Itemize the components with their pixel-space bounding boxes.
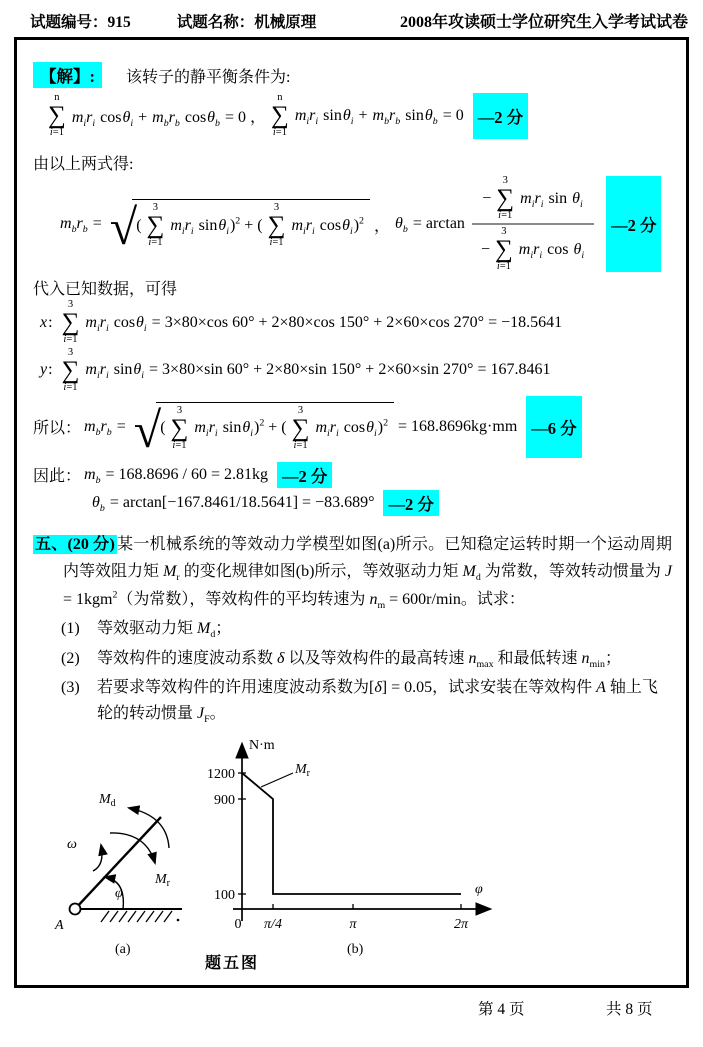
equation-text: $m_ir_i$ $\sin\theta_i + m_br_b$ sinθ$_b$ = 0 <box>294 106 464 127</box>
omega-arrow <box>93 845 102 871</box>
equation-text: $m_ir_i$ cosθ$_i$ = 3×80×cos 60° + 2×80×cos 150° + 2×60×cos 270° = −18.5641 <box>85 313 563 335</box>
list-item <box>61 616 672 642</box>
summation-symbol: n ∑ i=1 <box>48 92 66 139</box>
page-number: 第 4 页 <box>478 1001 525 1018</box>
omega-label: ω <box>67 836 77 852</box>
y-tick-label: 900 <box>214 792 235 808</box>
Mr-leader-line <box>261 773 293 787</box>
fraction: − 3 ∑ i=1 $m_ir_i$ $\sin \theta_i$ − 3 ∑ i=1 $m_ir_i$ $\cos \theta_i$ <box>471 174 595 274</box>
summation-symbol: 3 ∑ i=1 <box>61 346 80 393</box>
equation-text: $\theta_b = \arctan$ <box>395 215 465 236</box>
equation-text: = 168.8696kg·mm <box>398 417 518 435</box>
exam-title: 2008年攻读硕士学位研究生入学考试试卷 <box>399 14 688 31</box>
derive-text: 由以上两式得: <box>33 156 134 174</box>
summation-symbol: 3 ∑ i=1 <box>494 226 513 273</box>
balance-result-equation: $m_br_b$ = √ ( 3 ∑ i=1 $m_ir_i$ sinθ$_i$)$^2$ + ( 3 ∑ i=1 $m_ir_i$ cosθ$_i$)$^2$ ， $\theta_b = \arctan$ − 3 ∑ i=1 $m_ir_i$ $\sin \theta_i$ − 3 ∑ i=1 $m_ir_i$ $\cos \theta_i$ —2 分 <box>57 174 672 274</box>
x-tick-label: π <box>349 916 357 932</box>
subfigure-b-label: (b) <box>347 941 364 957</box>
exam-number: 试题编号：915 <box>30 14 131 31</box>
equation-text: $m_ir_i$ sinθ$_i$ = 3×80×sin 60° + 2×80×sin 150° + 2×60×sin 270° = 167.8461 <box>85 361 551 382</box>
solution-label: 【解】: <box>33 62 102 88</box>
y-tick-label: 1200 <box>207 766 235 782</box>
static-balance-equation <box>45 92 672 139</box>
summation-symbol: 3 ∑ i=1 <box>61 299 80 346</box>
item-text: 等效构件的速度波动系数 δ 以及等效构件的最高转速 $n_{max}$ 和最低转速 $n_{min}$； <box>97 649 621 670</box>
phi-label: φ <box>115 885 123 901</box>
summation-symbol: 3 ∑ i=1 <box>496 175 515 222</box>
so-label: 所以： <box>33 420 82 438</box>
substitute-text: 代入已知数据，可得 <box>33 281 178 299</box>
equation-text: $m_b = 168.8696 / 60 = 2.81kg$ <box>84 465 269 486</box>
driving-torque-arc <box>129 808 169 848</box>
question-number: 五、(20 分) <box>35 535 115 553</box>
page-footer <box>0 997 703 1021</box>
item-text: 若要求等效构件的许用速度波动系数为[δ] = 0.05，试求安装在等效构件 A 轴上飞轮的转动惯量 $J_F$。 <box>97 678 658 726</box>
Mr-curve-label: $M_r$ <box>295 761 311 779</box>
solution-intro-line <box>33 62 672 88</box>
square-root: √ ( 3 ∑ i=1 $m_ir_i$ sinθ$_i$)$^2$ + ( 3 ∑ i=1 $m_ir_i$ cosθ$_i$)$^2$ <box>110 199 370 249</box>
conclusion-angle-line <box>89 490 672 516</box>
total-pages: 共 8 页 <box>606 1001 653 1018</box>
x-axis-label: φ <box>475 881 483 897</box>
score-badge: —2 分 <box>383 490 438 516</box>
thus-label: 因此： <box>33 468 82 486</box>
x-tick-label: 0 <box>234 916 242 932</box>
summation-symbol: n ∑ i=1 <box>271 92 289 139</box>
question-paragraph <box>33 531 672 614</box>
hatch-dot <box>177 918 180 921</box>
content-border-box <box>14 37 689 988</box>
figure-a-mechanism-diagram <box>47 731 205 966</box>
equation-text: $m_ir_i$ $\cos\theta_i + m_br_b$ cosθ$_b$ = 0 ， <box>71 109 267 130</box>
score-badge: —6 分 <box>526 396 581 458</box>
y-component-equation: y: 3 ∑ i=1 $m_ir_i$ sinθ$_i$ = 3×80×sin 60° + 2×80×sin 150° + 2×60×sin 270° = 167.8461 <box>40 346 551 393</box>
score-badge: —2 分 <box>606 176 661 272</box>
figure-caption: 题五图 <box>205 954 260 972</box>
list-item <box>61 675 672 728</box>
summation-symbol: 3 ∑ i=1 <box>146 202 165 249</box>
conclusion-magnitude-line: 所以： $m_br_b$ = √ ( 3 ∑ i=1 $m_ir_i$ sinθ$_i$)$^2$ + ( 3 ∑ i=1 $m_ir_i$ cosθ$_i$)$^2$ = 168.8696kg·mm —6 分 <box>33 396 672 458</box>
y-tick-label: 100 <box>214 887 235 903</box>
score-badge: —2 分 <box>277 462 332 488</box>
figure-b-torque-chart <box>205 731 505 966</box>
figure-row <box>47 731 672 966</box>
item-number: (3) <box>61 678 80 696</box>
item-number: (1) <box>61 620 80 638</box>
summation-symbol: 3 ∑ i=1 <box>291 404 310 451</box>
conclusion-mass-line <box>33 462 672 488</box>
item-number: (2) <box>61 649 80 667</box>
question-text: 某一机械系统的等效动力学模型如图(a)所示。已知稳定运转时期一个运动周期内等效阻力矩 $M_r$ 的变化规律如图(b)所示，等效驱动力矩 $M_d$ 为常数，等效转动惯量为 J = 1kgm$^2$（为常数），等效构件的平均转速为 $n_m = 600r/\min$。试求： <box>63 535 672 611</box>
exam-name: 试题名称：机械原理 <box>176 14 317 31</box>
Mr-curve <box>242 773 461 894</box>
y-axis-unit-label: N·m <box>249 737 275 753</box>
summation-symbol: 3 ∑ i=1 <box>170 404 189 451</box>
pivot-A-label: A <box>55 917 64 933</box>
x-tick-label: 2π <box>453 916 469 932</box>
page-header <box>0 9 703 32</box>
question-items <box>33 616 672 728</box>
equation-text: $m_br_b$ = <box>60 215 102 236</box>
x-tick-label: π/4 <box>264 916 282 932</box>
subfigure-a-label: (a) <box>115 941 131 957</box>
item-text: 等效驱动力矩 $M_d$； <box>97 620 232 641</box>
solution-intro-text: 该转子的静平衡条件为: <box>126 68 291 86</box>
Md-label: $M_d$ <box>99 791 116 809</box>
equation-text: $\theta_b = \arctan[-167.8461/18.5641] = -83.689^\circ$ <box>92 493 375 514</box>
x-component-equation: x: 3 ∑ i=1 $m_ir_i$ cosθ$_i$ = 3×80×cos 60° + 2×80×cos 150° + 2×60×cos 270° = −18.5641 <box>40 299 563 346</box>
score-badge: —2 分 <box>473 93 528 139</box>
square-root: √ ( 3 ∑ i=1 $m_ir_i$ sinθ$_i$)$^2$ + ( 3 ∑ i=1 $m_ir_i$ cosθ$_i$)$^2$ <box>134 402 394 452</box>
summation-symbol: 3 ∑ i=1 <box>267 202 286 249</box>
Mr-label: $M_r$ <box>155 871 171 889</box>
ground-hatching <box>101 911 172 922</box>
list-item <box>61 646 672 672</box>
pivot-joint <box>70 903 81 914</box>
